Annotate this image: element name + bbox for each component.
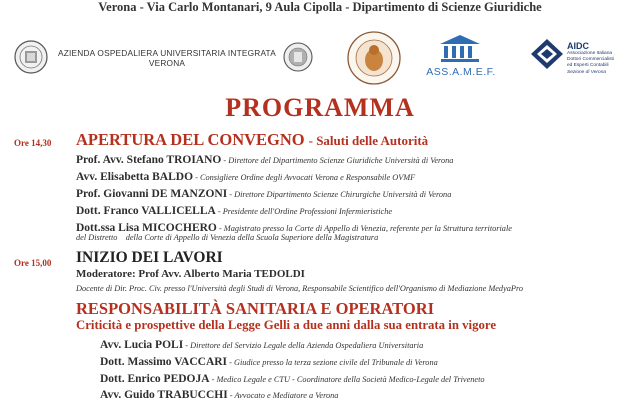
speaker-role-continued: del Distretto della Corte di Appello di Venezia della Scuola Superiore della Magistratura (76, 233, 379, 242)
hospital-seal-icon (14, 40, 48, 74)
speaker-name: Avv. Lucia POLI (100, 339, 184, 351)
speaker-row (100, 352, 438, 370)
speaker-role: - Presidente dell'Ordine Professioni Infermieristiche (215, 207, 393, 216)
speaker-role: - Avvocato e Mediatore a Verona (227, 391, 339, 400)
speaker-role: - Giudice presso la terza sezione civile del Tribunale di Verona (227, 358, 438, 367)
speaker-role: - Direttore del Dipartimento Scienze Giuridiche Università di Verona (221, 156, 454, 165)
speaker-name: Dott. Enrico PEDOJA (100, 373, 210, 385)
speaker-name: Dott.ssa Lisa MICOCHERO (76, 222, 217, 234)
speaker-name: Prof. Avv. Stefano TROIANO (76, 154, 222, 166)
speaker-role: - Direttore Dipartimento Scienze Chirurgiche Università di Verona (227, 190, 452, 199)
opening-heading-row (76, 130, 428, 150)
speaker-row (76, 201, 392, 219)
speaker-row (76, 150, 453, 168)
page-title: PROGRAMMA (225, 93, 415, 122)
speaker-role: - Direttore del Servizio Legale della Azienda Ospedaliera Universitaria (183, 341, 424, 350)
aidc-line3: ed Esperti Contabili (567, 63, 609, 68)
works-heading: INIZIO DEI LAVORI (76, 249, 223, 266)
opening-subheading: - Saluti delle Autorità (308, 133, 429, 148)
university-seal-icon (283, 42, 313, 72)
hospital-name-line1: AZIENDA OSPEDALIERA UNIVERSITARIA INTEGRATA (58, 48, 276, 58)
speaker-name: Dott. Franco VALLICELLA (76, 205, 216, 217)
moderator: Moderatore: Prof Avv. Alberto Maria TEDOLDI (76, 268, 305, 280)
speaker-name: Avv. Guido TRABUCCHI (100, 389, 228, 400)
speaker-role: - Medico Legale e CTU - Coordinatore della Società Medico-Legale del Triveneto (209, 375, 485, 384)
lawyers-order-seal-icon (346, 30, 402, 86)
health-heading: RESPONSABILITÀ SANITARIA E OPERATORI (76, 299, 435, 318)
speaker-row (100, 385, 338, 400)
aidc-line4: Sezione di Verona (567, 70, 607, 75)
aidc-line1: Associazione Italiana (567, 51, 613, 56)
hospital-name (56, 48, 278, 68)
speaker-row (76, 184, 451, 202)
speaker-row (76, 167, 415, 185)
works-time: Ore 15,00 (14, 258, 52, 268)
aidc-logo-icon (530, 38, 564, 70)
aidc-title: AIDC (567, 41, 589, 51)
hospital-name-line2: VERONA (148, 58, 186, 68)
speaker-name: Prof. Giovanni DE MANZONI (76, 188, 228, 200)
speaker-role: - Magistrato presso la Corte di Appello di Venezia, referente per la Struttura territoriale (216, 224, 512, 233)
speaker-name: Dott. Massimo VACCARI (100, 356, 228, 368)
speaker-role: - Consigliere Ordine degli Avvocati Verona e Responsabile OVMF (193, 173, 416, 182)
health-subheading: Criticità e prospettive della Legge Gelli a due anni dalla sua entrata in vigore (76, 318, 497, 332)
assamef-label: ASS.A.M.E.F. (426, 66, 496, 78)
speaker-name: Avv. Elisabetta BALDO (76, 171, 194, 183)
opening-time: Ore 14,30 (14, 138, 52, 148)
opening-heading: APERTURA DEL CONVEGNO (76, 130, 305, 149)
aidc-line2: Dottori Commercialisti (567, 57, 614, 62)
assamef-temple-icon (438, 34, 482, 64)
venue-line: Verona - Via Carlo Montanari, 9 Aula Cipolla - Dipartimento di Scienze Giuridiche (98, 0, 542, 14)
speaker-row (100, 335, 423, 353)
moderator-role: Docente di Dir. Proc. Civ. presso l'Università degli Studi di Verona, Responsabile Scientifico dell'Organismo di Mediazione MedyaPro (76, 284, 524, 293)
